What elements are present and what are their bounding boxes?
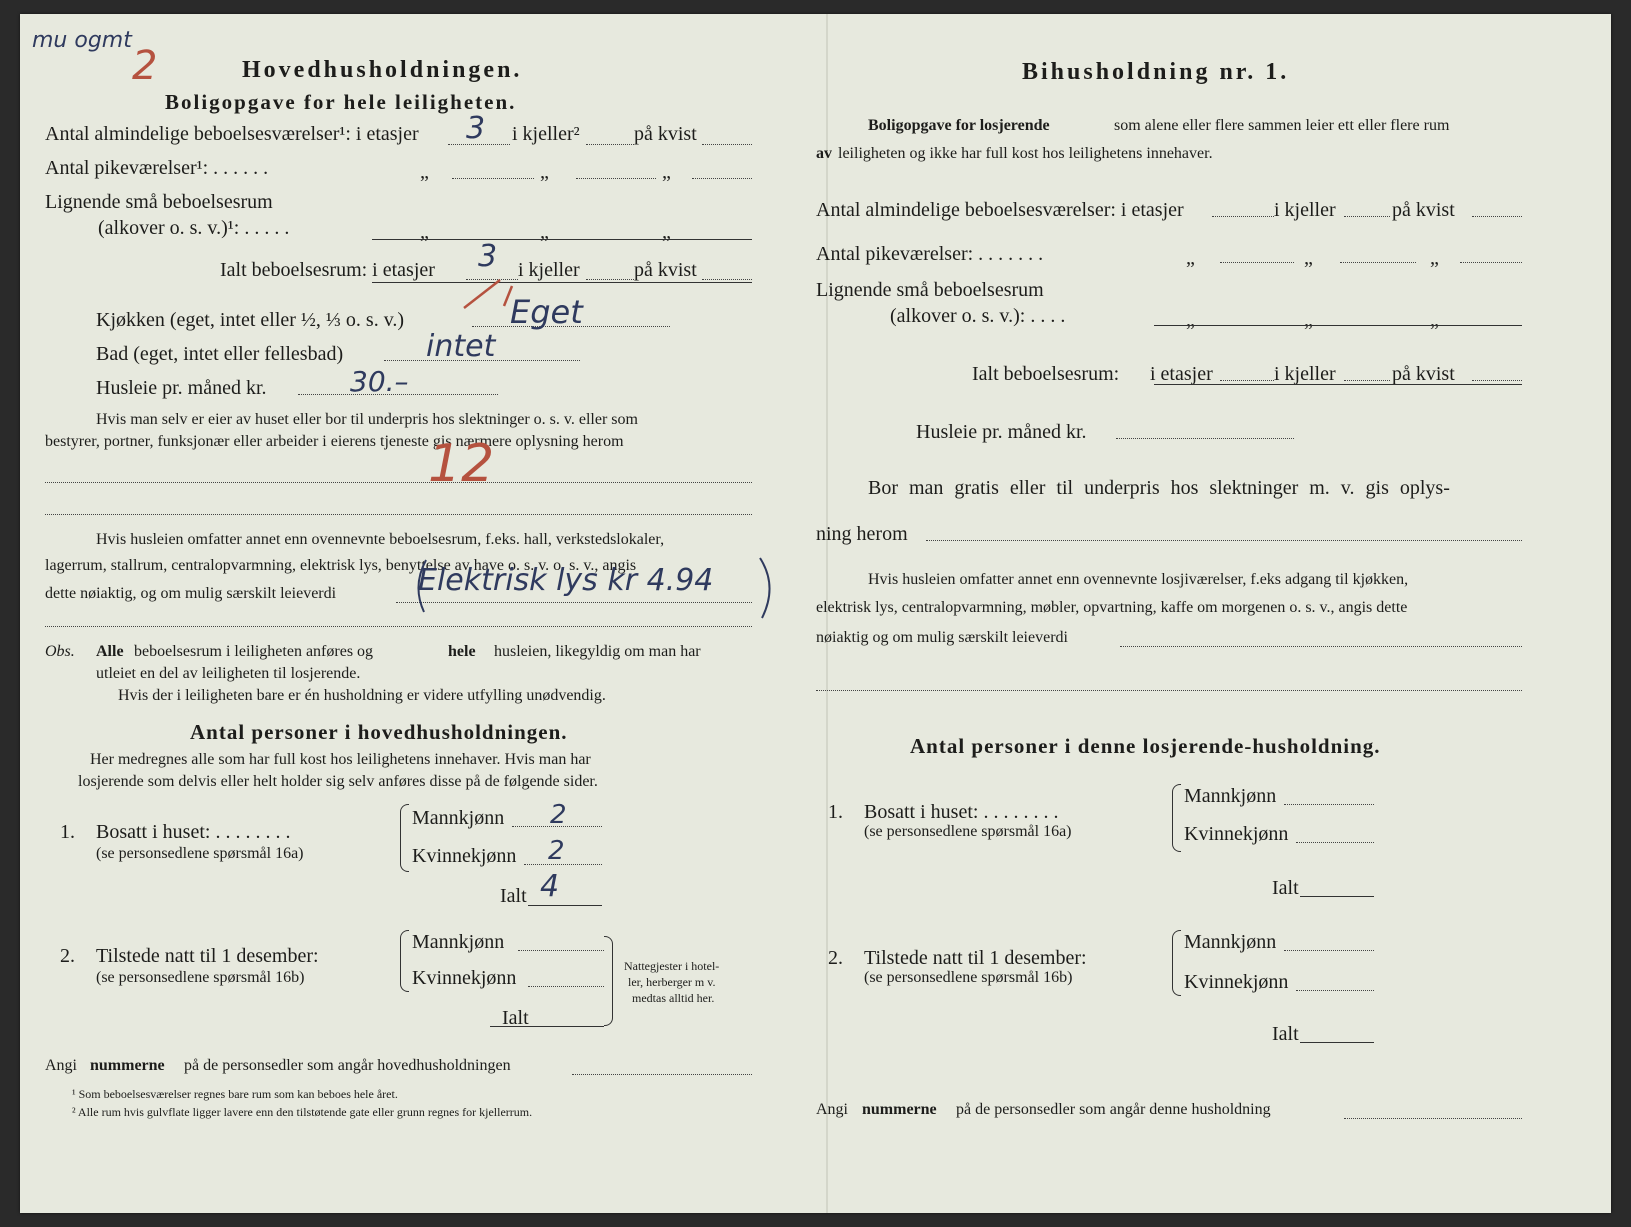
persons-title: Antal personer i hovedhusholdningen. bbox=[190, 720, 568, 744]
handwritten-annotation: mu ogmt bbox=[32, 28, 132, 53]
extras-note-line3: dette nøiaktig, og om mulig særskilt leieverdi bbox=[45, 585, 337, 602]
ditto-mark: „ bbox=[1304, 247, 1313, 269]
ditto-mark: „ bbox=[540, 161, 549, 183]
census-form-sheet bbox=[20, 14, 1611, 1213]
q1-mann-label: Mannkjønn bbox=[412, 807, 505, 829]
owner-note-field-2[interactable] bbox=[45, 514, 752, 515]
q2-right-brace bbox=[604, 936, 613, 1026]
right-q2-kvinne-field[interactable] bbox=[1296, 990, 1374, 991]
right-q2-ialt-field[interactable] bbox=[1300, 1042, 1374, 1043]
right-extras-line3: nøiaktig og om mulig særskilt leieverdi bbox=[816, 629, 1068, 646]
right-extras-field[interactable] bbox=[1120, 646, 1522, 647]
right-rooms-etasjer-field[interactable] bbox=[1212, 216, 1274, 217]
q2-brace bbox=[400, 930, 409, 992]
extras-field-2[interactable] bbox=[45, 626, 752, 627]
q1-kvinne-label: Kvinnekjønn bbox=[412, 845, 517, 867]
rooms-label: Antal almindelige beboelsesværelser¹: i etasjer bbox=[45, 123, 419, 145]
angi-right-bold: nummerne bbox=[862, 1101, 937, 1118]
right-q2-mann-field[interactable] bbox=[1284, 950, 1374, 951]
right-pike-label: Antal pikeværelser: . . . . . . . bbox=[816, 243, 1044, 265]
q1-brace bbox=[400, 804, 409, 872]
angi-left-field[interactable] bbox=[572, 1074, 752, 1075]
right-ialt-etasjer-label: i etasjer bbox=[1150, 363, 1213, 385]
obs-bold-alle: Alle bbox=[96, 643, 124, 660]
rooms-kvist-field[interactable] bbox=[702, 144, 752, 145]
right-husleie-field[interactable] bbox=[1116, 438, 1294, 439]
right-q1-sub: (se personsedlene spørsmål 16a) bbox=[864, 823, 1072, 840]
right-q1-mann-label: Mannkjønn bbox=[1184, 785, 1277, 807]
ialt-kvist-label: på kvist bbox=[634, 259, 697, 281]
angi-right-a: Angi bbox=[816, 1101, 848, 1118]
pike-kjeller-field[interactable] bbox=[576, 178, 656, 179]
q1-mann-value: 2 bbox=[550, 800, 567, 830]
extras-note-line1: Hvis husleien omfatter annet enn ovennevnte beboelsesrum, f.eks. hall, verkstedslokaler, bbox=[96, 531, 665, 548]
angi-right-field[interactable] bbox=[1344, 1118, 1522, 1119]
q2-note-line2: ler, herberger m v. bbox=[628, 975, 716, 989]
right-rooms-kjeller-label: i kjeller bbox=[1274, 199, 1336, 221]
q2-ialt-label: Ialt bbox=[502, 1007, 529, 1029]
right-pike-kjeller-field[interactable] bbox=[1340, 262, 1416, 263]
ialt-rooms-label: Ialt beboelsesrum: i etasjer bbox=[220, 259, 435, 281]
right-ialt-kjeller-field[interactable] bbox=[1344, 380, 1390, 381]
q1-label: Bosatt i huset: . . . . . . . . bbox=[96, 821, 291, 843]
right-ialt-rule bbox=[1154, 384, 1522, 385]
right-gratis-line1: Bor man gratis eller til underpris hos slektninger m. v. gis oplys- bbox=[868, 477, 1450, 499]
right-q1-brace bbox=[1172, 784, 1181, 852]
pike-label: Antal pikeværelser¹: . . . . . . bbox=[45, 157, 269, 179]
ialt-kjeller-label: i kjeller bbox=[518, 259, 580, 281]
footnote-2: ² Alle rum hvis gulvflate ligger lavere enn den tilstøtende gate eller grunn regnes for kjellerrum. bbox=[72, 1105, 533, 1119]
right-intro-bold: Boligopgave for losjerende bbox=[868, 117, 1050, 134]
left-title: Hovedhusholdningen. bbox=[242, 57, 523, 83]
obs-line1-mid: beboelsesrum i leiligheten anføres og bbox=[134, 643, 374, 660]
right-q1-ialt-label: Ialt bbox=[1272, 877, 1299, 899]
ditto-mark: „ bbox=[1186, 309, 1195, 331]
right-ialt-etasjer-field[interactable] bbox=[1220, 380, 1274, 381]
extras-note-line2: lagerrum, stallrum, centralopvarmning, elektrisk lys, benyttelse av have o. s. v. o. s. v., angis bbox=[45, 557, 637, 574]
ialt-rule bbox=[372, 282, 752, 283]
right-intro-bold-av: av bbox=[816, 145, 832, 162]
ditto-mark: „ bbox=[662, 221, 671, 243]
footnote-1: ¹ Som beboelsesværelser regnes bare rum som kan beboes hele året. bbox=[72, 1087, 398, 1101]
q1-ialt-label: Ialt bbox=[500, 885, 527, 907]
rooms-kjeller-label: i kjeller² bbox=[512, 123, 580, 145]
right-q1-number: 1. bbox=[828, 801, 843, 823]
angi-right-c: på de personsedler som angår denne husholdning bbox=[956, 1101, 1271, 1118]
ditto-mark: „ bbox=[540, 221, 549, 243]
right-extras-field-2[interactable] bbox=[816, 690, 1522, 691]
right-pike-etasjer-field[interactable] bbox=[1220, 262, 1294, 263]
q2-note-line1: Nattegjester i hotel- bbox=[624, 959, 720, 973]
q1-kvinne-value: 2 bbox=[548, 836, 565, 866]
right-extras-line1: Hvis husleien omfatter annet enn ovennevnte losjiværelser, f.eks adgang til kjøkken, bbox=[868, 571, 1409, 588]
owner-note-field-1[interactable] bbox=[45, 482, 752, 483]
right-ialt-kvist-label: på kvist bbox=[1392, 363, 1455, 385]
q2-label: Tilstede natt til 1 desember: bbox=[96, 945, 319, 967]
obs-line3: Hvis der i leiligheten bare er én husholdning er videre utfylling unødvendig. bbox=[118, 687, 606, 704]
right-rooms-kvist-field[interactable] bbox=[1472, 216, 1522, 217]
extras-bracket bbox=[408, 552, 788, 624]
obs-line2: utleiet en del av leiligheten til losjerende. bbox=[96, 665, 361, 682]
pike-etasjer-field[interactable] bbox=[452, 178, 534, 179]
right-persons-title: Antal personer i denne losjerende-husholdning. bbox=[910, 734, 1381, 758]
right-title: Bihusholdning nr. 1. bbox=[1022, 59, 1290, 85]
right-husleie-label: Husleie pr. måned kr. bbox=[916, 421, 1087, 443]
q1-sub: (se personsedlene spørsmål 16a) bbox=[96, 845, 304, 862]
rooms-kvist-label: på kvist bbox=[634, 123, 697, 145]
bad-label: Bad (eget, intet eller fellesbad) bbox=[96, 343, 344, 365]
ditto-mark: „ bbox=[662, 161, 671, 183]
q2-note-line3: medtas alltid her. bbox=[632, 991, 715, 1005]
right-q1-kvinne-field[interactable] bbox=[1296, 842, 1374, 843]
ditto-mark: „ bbox=[1304, 309, 1313, 331]
owner-note-line2: bestyrer, portner, funksjonær eller arbeider i eierens tjeneste gis nærmere oplysning herom bbox=[45, 433, 624, 450]
bad-value: intet bbox=[426, 329, 496, 364]
angi-left-c: på de personsedler som angår hovedhusholdningen bbox=[184, 1057, 511, 1074]
right-alkover-label-b: (alkover o. s. v.): . . . . bbox=[890, 305, 1066, 327]
right-q1-mann-field[interactable] bbox=[1284, 804, 1374, 805]
q2-kvinne-field[interactable] bbox=[528, 986, 604, 987]
obs-label: Obs. bbox=[45, 643, 75, 660]
owner-note-line1: Hvis man selv er eier av huset eller bor til underpris hos slektninger o. s. v. eller som bbox=[96, 411, 638, 428]
angi-left-bold: nummerne bbox=[90, 1057, 165, 1074]
q1-ialt-value: 4 bbox=[540, 869, 560, 904]
q2-ialt-field[interactable] bbox=[490, 1026, 604, 1027]
right-rooms-kjeller-field[interactable] bbox=[1344, 216, 1390, 217]
rooms-etasjer-value: 3 bbox=[466, 111, 486, 146]
q1-ialt-field[interactable] bbox=[528, 905, 602, 906]
right-intro-line2: leiligheten og ikke har full kost hos leilighetens innehaver. bbox=[838, 145, 1213, 162]
right-q1-kvinne-label: Kvinnekjønn bbox=[1184, 823, 1289, 845]
obs-bold-hele: hele bbox=[448, 643, 476, 660]
rooms-kjeller-field[interactable] bbox=[586, 144, 634, 145]
alkover-rule bbox=[372, 239, 752, 240]
kjokken-label: Kjøkken (eget, intet eller ½, ⅓ o. s. v.) bbox=[96, 309, 405, 331]
ditto-mark: „ bbox=[420, 221, 429, 243]
ditto-mark: „ bbox=[1430, 247, 1439, 269]
right-gratis-line2: ning herom bbox=[816, 523, 908, 545]
right-ialt-label: Ialt beboelsesrum: bbox=[972, 363, 1120, 385]
q2-mann-field[interactable] bbox=[518, 950, 604, 951]
ialt-etasjer-value: 3 bbox=[478, 239, 498, 274]
alkover-label-b: (alkover o. s. v.)¹: . . . . . bbox=[98, 217, 290, 239]
alkover-label-a: Lignende små beboelsesrum bbox=[45, 191, 273, 213]
right-q2-number: 2. bbox=[828, 947, 843, 969]
q2-number: 2. bbox=[60, 945, 75, 967]
right-q2-mann-label: Mannkjønn bbox=[1184, 931, 1277, 953]
q2-kvinne-label: Kvinnekjønn bbox=[412, 967, 517, 989]
right-alkover-rule bbox=[1154, 325, 1522, 326]
right-pike-kvist-field[interactable] bbox=[1460, 262, 1522, 263]
q2-mann-label: Mannkjønn bbox=[412, 931, 505, 953]
right-rooms-label: Antal almindelige beboelsesværelser: i etasjer bbox=[816, 199, 1184, 221]
ditto-mark: „ bbox=[1430, 309, 1439, 331]
left-subtitle: Boligopgave for hele leiligheten. bbox=[165, 90, 517, 114]
husleie-value: 30.– bbox=[350, 365, 409, 398]
ialt-kjeller-field[interactable] bbox=[586, 279, 634, 280]
right-q2-brace bbox=[1172, 930, 1181, 996]
obs-line1-end: husleien, likegyldig om man har bbox=[494, 643, 701, 660]
right-ialt-kvist-field[interactable] bbox=[1472, 380, 1522, 381]
husleie-label: Husleie pr. måned kr. bbox=[96, 377, 267, 399]
ditto-mark: „ bbox=[1186, 247, 1195, 269]
right-ialt-kjeller-label: i kjeller bbox=[1274, 363, 1336, 385]
right-extras-line2: elektrisk lys, centralopvarmning, møbler, opvartning, kaffe om morgenen o. s. v., angis dette bbox=[816, 599, 1408, 616]
right-intro-line1: som alene eller flere sammen leier ett eller flere rum bbox=[1114, 117, 1450, 134]
right-q1-ialt-field[interactable] bbox=[1300, 896, 1374, 897]
persons-note-line1: Her medregnes alle som har full kost hos leilighetens innehaver. Hvis man har bbox=[90, 751, 591, 768]
right-alkover-label-a: Lignende små beboelsesrum bbox=[816, 279, 1044, 301]
extras-value: Elektrisk lys kr 4.94 bbox=[418, 563, 714, 598]
q2-sub: (se personsedlene spørsmål 16b) bbox=[96, 969, 305, 986]
page-mark: 2 bbox=[132, 43, 158, 89]
red-mark: 12 bbox=[428, 434, 495, 494]
persons-note-line2: losjerende som delvis eller helt holder sig selv anføres disse på de følgende sider. bbox=[78, 773, 598, 790]
right-q2-label: Tilstede natt til 1 desember: bbox=[864, 947, 1087, 969]
angi-left-a: Angi bbox=[45, 1057, 77, 1074]
right-q2-kvinne-label: Kvinnekjønn bbox=[1184, 971, 1289, 993]
right-rooms-kvist-label: på kvist bbox=[1392, 199, 1455, 221]
pike-kvist-field[interactable] bbox=[692, 178, 752, 179]
right-q2-ialt-label: Ialt bbox=[1272, 1023, 1299, 1045]
ditto-mark: „ bbox=[420, 161, 429, 183]
right-gratis-field[interactable] bbox=[926, 540, 1522, 541]
ialt-kvist-field[interactable] bbox=[702, 279, 752, 280]
right-q1-label: Bosatt i huset: . . . . . . . . bbox=[864, 801, 1059, 823]
kjokken-value: Eget bbox=[510, 293, 583, 331]
q1-number: 1. bbox=[60, 821, 75, 843]
right-q2-sub: (se personsedlene spørsmål 16b) bbox=[864, 969, 1073, 986]
